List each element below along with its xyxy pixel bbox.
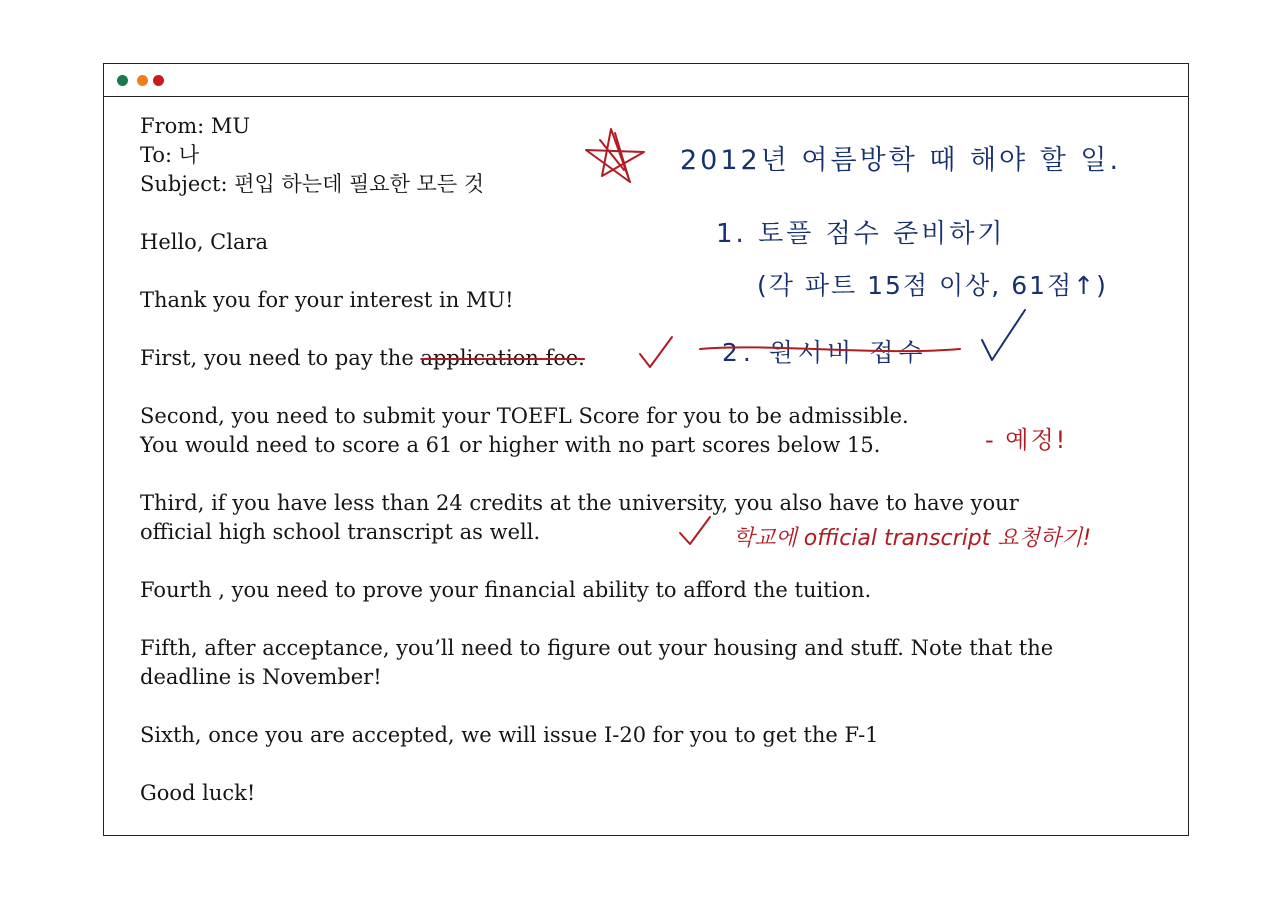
window-titlebar	[104, 64, 1188, 97]
email-subject: Subject: 편입 하는데 필요한 모든 것	[140, 172, 485, 196]
note-transcript-request: 학교에 official transcript 요청하기!	[733, 526, 1092, 551]
note-item-toefl: 1. 토플 점수 준비하기	[716, 219, 1006, 249]
first-step-prefix: First, you need to pay the	[140, 346, 421, 370]
window-maximize-light[interactable]	[153, 75, 164, 86]
email-sixth-step: Sixth, once you are accepted, we will issue I-20 for you to get the F-1	[140, 723, 879, 747]
email-from: From: MU	[140, 114, 251, 138]
email-fifth-step-line2: deadline is November!	[140, 665, 382, 689]
note-scheduled: - 예정!	[985, 426, 1068, 454]
note-item-application-fee: 2. 원서비 접수	[722, 338, 928, 367]
email-intro: Thank you for your interest in MU!	[140, 288, 514, 312]
first-step-struck-text: application fee.	[420, 346, 585, 370]
note-item-toefl-detail: (각 파트 15점 이상, 61점↑)	[757, 271, 1108, 300]
note-title: 2012년 여름방학 때 해야 할 일.	[680, 145, 1122, 176]
email-greeting: Hello, Clara	[140, 230, 269, 254]
email-closing: Good luck!	[140, 781, 256, 805]
email-fifth-step-line1: Fifth, after acceptance, you’ll need to figure out your housing and stuff. Note that the	[140, 636, 1054, 660]
email-first-step	[140, 344, 1170, 373]
email-body	[140, 112, 1170, 808]
window-close-light[interactable]	[117, 75, 128, 86]
email-third-step-line1: Third, if you have less than 24 credits at the university, you also have to have your	[140, 491, 1019, 515]
email-second-step-line1: Second, you need to submit your TOEFL Score for you to be admissible.	[140, 404, 909, 428]
email-third-step-line2: official high school transcript as well.	[140, 520, 541, 544]
email-second-step-line2: You would need to score a 61 or higher with no part scores below 15.	[140, 433, 881, 457]
email-fourth-step: Fourth , you need to prove your financial ability to afford the tuition.	[140, 578, 872, 602]
email-to: To: 나	[140, 143, 200, 167]
window-minimize-light[interactable]	[137, 75, 148, 86]
